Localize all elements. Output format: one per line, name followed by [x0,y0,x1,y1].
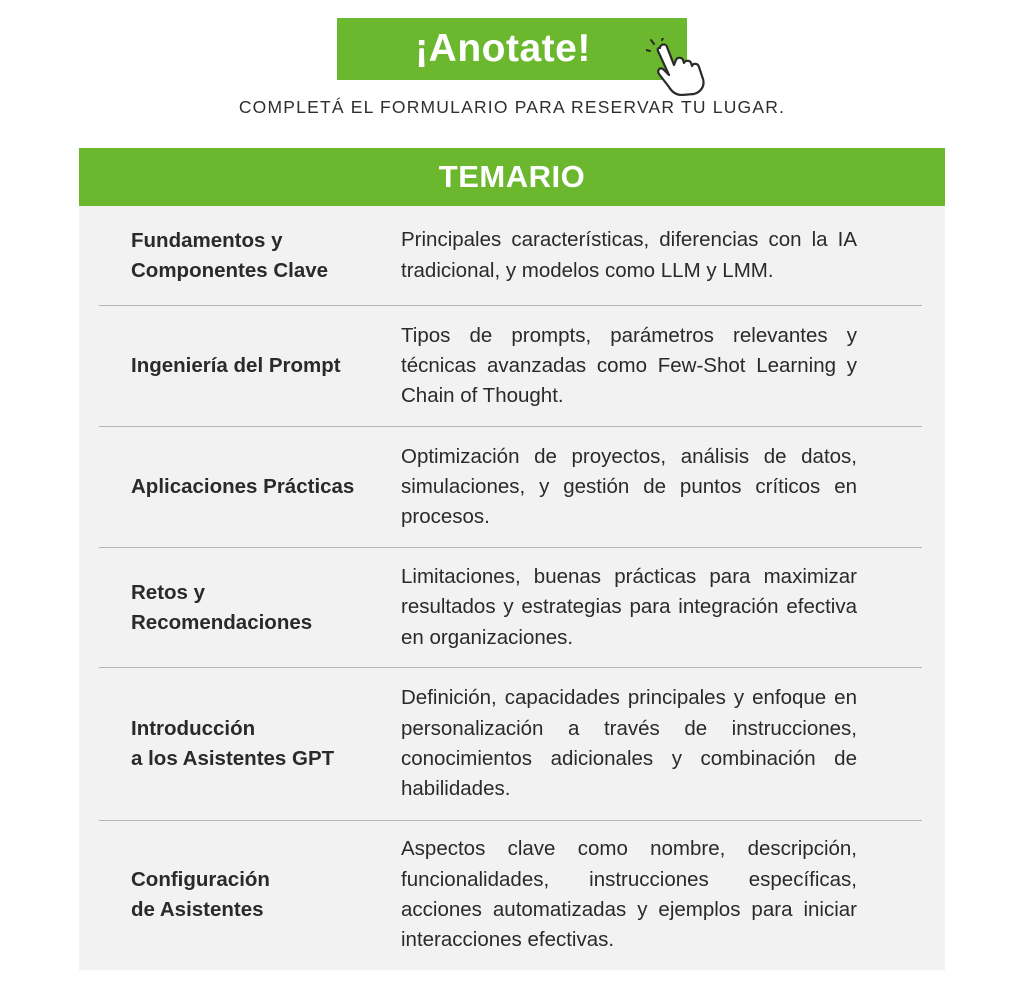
topic-description: Limitaciones, buenas prácticas para maximizar resultados y estrategias para integración efectiva en organizaciones. [401,565,857,649]
temario-row [99,427,922,548]
temario-list [79,206,945,969]
topic-title: Ingeniería del Prompt [131,354,341,377]
topic-title: Configuración de Asistentes [131,868,270,921]
temario-row [99,306,922,427]
topic-description: Aspectos clave como nombre, descripción, funcionalidades, instrucciones específicas, acciones automatizadas y ejemplos para iniciar interacciones efectivas. [401,837,857,952]
topic-title: Introducción a los Asistentes GPT [131,717,335,770]
topic-description: Principales características, diferencias con la IA tradicional, y modelos como LLM y LMM. [401,228,857,282]
temario-title: TEMARIO [79,148,945,206]
temario-row [99,548,922,668]
subtitle: COMPLETÁ EL FORMULARIO PARA RESERVAR TU LUGAR. [238,97,786,117]
temario-row [99,206,922,306]
topic-title: Retos y Recomendaciones [131,580,313,634]
topic-description: Definición, capacidades principales y enfoque en personalización a través de instrucciones, conocimientos adicionales y combinación de habilidades. [401,686,857,801]
topic-description: Tipos de prompts, parámetros relevantes y técnicas avanzadas como Few-Shot Learning y Chain of Thought. [401,323,857,408]
anotate-button[interactable]: ¡Anotate! [337,18,687,80]
temario-panel [79,148,945,970]
hand-pointer-icon [646,38,708,96]
topic-title: Fundamentos y Componentes Clave [131,228,329,282]
temario-row [99,668,922,821]
temario-row [99,821,922,969]
topic-title: Aplicaciones Prácticas [131,475,355,498]
topic-description: Optimización de proyectos, análisis de datos, simulaciones, y gestión de puntos críticos en procesos. [401,444,857,529]
